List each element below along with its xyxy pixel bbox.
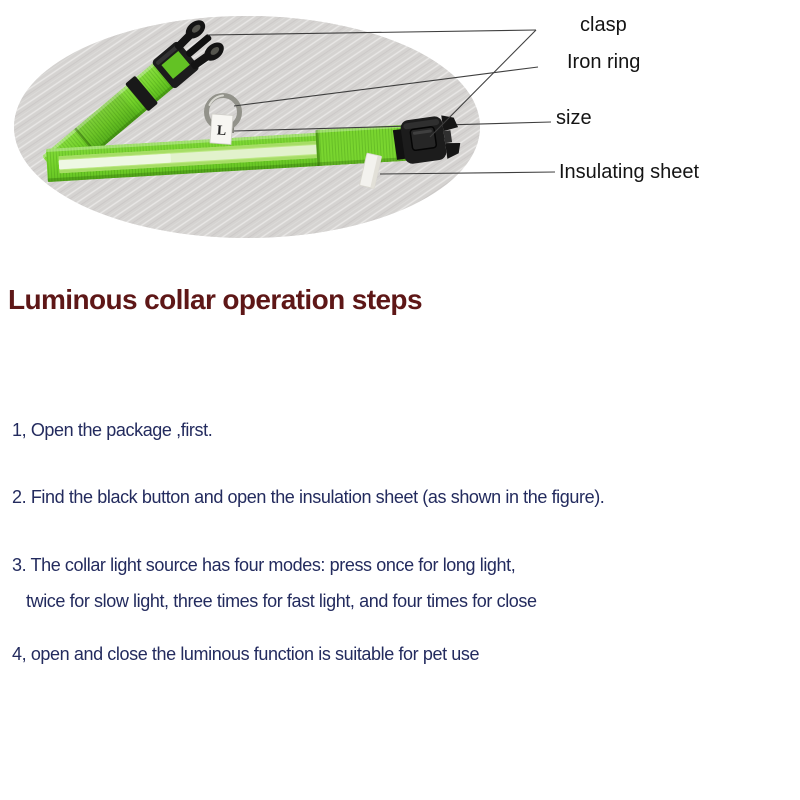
step-1: 1, Open the package ,first. xyxy=(12,420,213,440)
callout-label-size: size xyxy=(556,107,592,129)
size-tag-letter: L xyxy=(216,123,227,140)
step-2: 2. Find the black button and open the insulation sheet (as shown in the figure). xyxy=(12,487,605,507)
callout-label-iron-ring: Iron ring xyxy=(567,51,641,73)
step-3-line-1: 3. The collar light source has four modes: press once for long light, xyxy=(12,555,516,575)
callout-label-insulating-sheet: Insulating sheet xyxy=(559,161,700,183)
page-title: Luminous collar operation steps xyxy=(8,283,422,315)
step-4: 4, open and close the luminous function is suitable for pet use xyxy=(12,644,480,664)
callout-label-clasp: clasp xyxy=(580,14,627,36)
product-photo xyxy=(0,0,800,250)
collar-illustration xyxy=(0,0,800,250)
size-tag xyxy=(210,114,233,144)
buckle-button xyxy=(410,126,437,150)
step-3-line-2: twice for slow light, three times for fast light, and four times for close xyxy=(26,591,537,611)
